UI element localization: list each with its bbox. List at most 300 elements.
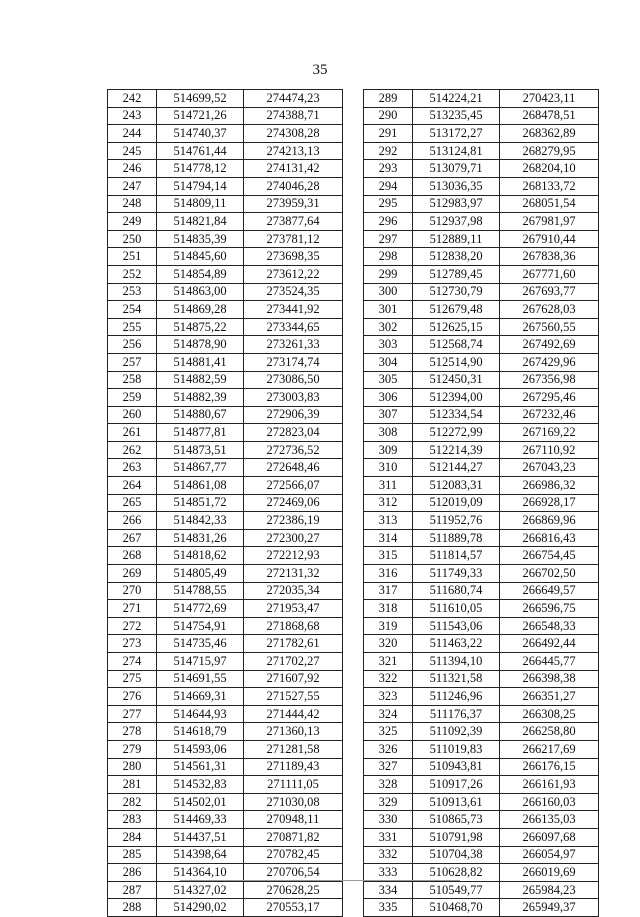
table-row — [364, 828, 599, 846]
point-number-cell: 312 — [364, 494, 413, 512]
table-row — [108, 213, 343, 231]
y-coordinate-cell: 272035,34 — [244, 582, 343, 600]
x-coordinate-cell: 513235,45 — [413, 107, 500, 125]
x-coordinate-cell: 514821,84 — [157, 213, 244, 231]
x-coordinate-cell: 512083,31 — [413, 477, 500, 495]
y-coordinate-cell: 271607,92 — [244, 670, 343, 688]
table-row — [108, 195, 343, 213]
y-coordinate-cell: 267169,22 — [500, 424, 599, 442]
y-coordinate-cell: 268478,51 — [500, 107, 599, 125]
y-coordinate-cell: 267981,97 — [500, 213, 599, 231]
point-number-cell: 298 — [364, 248, 413, 266]
x-coordinate-cell: 514761,44 — [157, 142, 244, 160]
point-number-cell: 316 — [364, 565, 413, 583]
y-coordinate-cell: 272212,93 — [244, 547, 343, 565]
table-row — [364, 195, 599, 213]
x-coordinate-cell: 512568,74 — [413, 336, 500, 354]
table-row — [364, 371, 599, 389]
y-coordinate-cell: 266986,32 — [500, 477, 599, 495]
table-row — [364, 424, 599, 442]
x-coordinate-cell: 514873,51 — [157, 441, 244, 459]
x-coordinate-cell: 514754,91 — [157, 617, 244, 635]
point-number-cell: 268 — [108, 547, 157, 565]
table-row — [108, 899, 343, 917]
table-row — [108, 793, 343, 811]
point-number-cell: 248 — [108, 195, 157, 213]
point-number-cell: 245 — [108, 142, 157, 160]
x-coordinate-cell: 510628,82 — [413, 864, 500, 882]
table-row — [364, 177, 599, 195]
table-row — [108, 107, 343, 125]
y-coordinate-cell: 271782,61 — [244, 635, 343, 653]
table-row — [364, 899, 599, 917]
point-number-cell: 262 — [108, 441, 157, 459]
point-number-cell: 251 — [108, 248, 157, 266]
x-coordinate-cell: 512730,79 — [413, 283, 500, 301]
x-coordinate-cell: 514882,39 — [157, 389, 244, 407]
y-coordinate-cell: 266135,03 — [500, 811, 599, 829]
table-row — [364, 459, 599, 477]
table-row — [108, 635, 343, 653]
table-row — [364, 265, 599, 283]
y-coordinate-cell: 270553,17 — [244, 899, 343, 917]
x-coordinate-cell: 514593,06 — [157, 740, 244, 758]
y-coordinate-cell: 273959,31 — [244, 195, 343, 213]
x-coordinate-cell: 514224,21 — [413, 90, 500, 108]
table-row — [108, 529, 343, 547]
y-coordinate-cell: 272469,06 — [244, 494, 343, 512]
table-row — [108, 283, 343, 301]
point-number-cell: 250 — [108, 230, 157, 248]
point-number-cell: 272 — [108, 617, 157, 635]
point-number-cell: 335 — [364, 899, 413, 917]
point-number-cell: 323 — [364, 688, 413, 706]
x-coordinate-cell: 510943,81 — [413, 758, 500, 776]
table-row — [108, 688, 343, 706]
point-number-cell: 261 — [108, 424, 157, 442]
point-number-cell: 334 — [364, 881, 413, 899]
y-coordinate-cell: 274213,13 — [244, 142, 343, 160]
y-coordinate-cell: 267628,03 — [500, 301, 599, 319]
table-row — [364, 846, 599, 864]
y-coordinate-cell: 271702,27 — [244, 653, 343, 671]
table-row — [364, 582, 599, 600]
table-row — [108, 600, 343, 618]
point-number-cell: 276 — [108, 688, 157, 706]
point-number-cell: 267 — [108, 529, 157, 547]
y-coordinate-cell: 267771,60 — [500, 265, 599, 283]
point-number-cell: 317 — [364, 582, 413, 600]
x-coordinate-cell: 514845,60 — [157, 248, 244, 266]
table-body-left — [108, 90, 343, 917]
point-number-cell: 309 — [364, 441, 413, 459]
table-row — [108, 177, 343, 195]
table-row — [108, 670, 343, 688]
point-number-cell: 274 — [108, 653, 157, 671]
x-coordinate-cell: 511019,83 — [413, 740, 500, 758]
y-coordinate-cell: 271360,13 — [244, 723, 343, 741]
y-coordinate-cell: 265984,23 — [500, 881, 599, 899]
x-coordinate-cell: 510791,98 — [413, 828, 500, 846]
y-coordinate-cell: 267910,44 — [500, 230, 599, 248]
table-row — [108, 776, 343, 794]
y-coordinate-cell: 274388,71 — [244, 107, 343, 125]
point-number-cell: 281 — [108, 776, 157, 794]
x-coordinate-cell: 511889,78 — [413, 529, 500, 547]
x-coordinate-cell: 512019,09 — [413, 494, 500, 512]
table-row — [364, 90, 599, 108]
point-number-cell: 300 — [364, 283, 413, 301]
x-coordinate-cell: 512450,31 — [413, 371, 500, 389]
y-coordinate-cell: 272386,19 — [244, 512, 343, 530]
x-coordinate-cell: 511610,05 — [413, 600, 500, 618]
y-coordinate-cell: 273003,83 — [244, 389, 343, 407]
x-coordinate-cell: 512272,99 — [413, 424, 500, 442]
point-number-cell: 266 — [108, 512, 157, 530]
y-coordinate-cell: 266928,17 — [500, 494, 599, 512]
footer-divider — [180, 880, 460, 881]
y-coordinate-cell: 266019,69 — [500, 864, 599, 882]
point-number-cell: 307 — [364, 406, 413, 424]
point-number-cell: 292 — [364, 142, 413, 160]
y-coordinate-cell: 273612,22 — [244, 265, 343, 283]
x-coordinate-cell: 514290,02 — [157, 899, 244, 917]
x-coordinate-cell: 514805,49 — [157, 565, 244, 583]
y-coordinate-cell: 271111,05 — [244, 776, 343, 794]
y-coordinate-cell: 273174,74 — [244, 353, 343, 371]
table-row — [364, 230, 599, 248]
x-coordinate-cell: 514818,62 — [157, 547, 244, 565]
point-number-cell: 287 — [108, 881, 157, 899]
point-number-cell: 311 — [364, 477, 413, 495]
x-coordinate-cell: 512394,00 — [413, 389, 500, 407]
x-coordinate-cell: 514809,11 — [157, 195, 244, 213]
x-coordinate-cell: 514699,52 — [157, 90, 244, 108]
point-number-cell: 329 — [364, 793, 413, 811]
table-row — [364, 213, 599, 231]
y-coordinate-cell: 270423,11 — [500, 90, 599, 108]
table-row — [364, 441, 599, 459]
y-coordinate-cell: 266258,80 — [500, 723, 599, 741]
point-number-cell: 289 — [364, 90, 413, 108]
y-coordinate-cell: 267838,36 — [500, 248, 599, 266]
point-number-cell: 258 — [108, 371, 157, 389]
x-coordinate-cell: 512214,39 — [413, 441, 500, 459]
table-row — [108, 512, 343, 530]
y-coordinate-cell: 272300,27 — [244, 529, 343, 547]
point-number-cell: 295 — [364, 195, 413, 213]
point-number-cell: 278 — [108, 723, 157, 741]
x-coordinate-cell: 514877,81 — [157, 424, 244, 442]
y-coordinate-cell: 274046,28 — [244, 177, 343, 195]
x-coordinate-cell: 514502,01 — [157, 793, 244, 811]
x-coordinate-cell: 514364,10 — [157, 864, 244, 882]
point-number-cell: 314 — [364, 529, 413, 547]
x-coordinate-cell: 512937,98 — [413, 213, 500, 231]
point-number-cell: 293 — [364, 160, 413, 178]
table-row — [108, 353, 343, 371]
y-coordinate-cell: 274474,23 — [244, 90, 343, 108]
point-number-cell: 279 — [108, 740, 157, 758]
point-number-cell: 319 — [364, 617, 413, 635]
x-coordinate-cell: 511394,10 — [413, 653, 500, 671]
x-coordinate-cell: 512789,45 — [413, 265, 500, 283]
x-coordinate-cell: 514869,28 — [157, 301, 244, 319]
x-coordinate-cell: 514715,97 — [157, 653, 244, 671]
point-number-cell: 322 — [364, 670, 413, 688]
table-row — [364, 142, 599, 160]
table-row — [108, 547, 343, 565]
x-coordinate-cell: 511543,06 — [413, 617, 500, 635]
point-number-cell: 286 — [108, 864, 157, 882]
x-coordinate-cell: 514842,33 — [157, 512, 244, 530]
table-row — [364, 336, 599, 354]
x-coordinate-cell: 514618,79 — [157, 723, 244, 741]
table-row — [108, 371, 343, 389]
x-coordinate-cell: 510549,77 — [413, 881, 500, 899]
table-row — [364, 811, 599, 829]
table-row — [364, 776, 599, 794]
y-coordinate-cell: 273877,64 — [244, 213, 343, 231]
table-row — [108, 881, 343, 899]
table-row — [364, 705, 599, 723]
x-coordinate-cell: 514835,39 — [157, 230, 244, 248]
point-number-cell: 324 — [364, 705, 413, 723]
y-coordinate-cell: 271953,47 — [244, 600, 343, 618]
x-coordinate-cell: 514772,69 — [157, 600, 244, 618]
point-number-cell: 331 — [364, 828, 413, 846]
x-coordinate-cell: 514831,26 — [157, 529, 244, 547]
y-coordinate-cell: 273698,35 — [244, 248, 343, 266]
table-row — [364, 283, 599, 301]
point-number-cell: 255 — [108, 318, 157, 336]
x-coordinate-cell: 514878,90 — [157, 336, 244, 354]
table-row — [108, 230, 343, 248]
point-number-cell: 321 — [364, 653, 413, 671]
x-coordinate-cell: 513172,27 — [413, 125, 500, 143]
x-coordinate-cell: 511246,96 — [413, 688, 500, 706]
point-number-cell: 294 — [364, 177, 413, 195]
table-row — [364, 635, 599, 653]
y-coordinate-cell: 272736,52 — [244, 441, 343, 459]
y-coordinate-cell: 266217,69 — [500, 740, 599, 758]
table-row — [364, 565, 599, 583]
x-coordinate-cell: 514863,00 — [157, 283, 244, 301]
x-coordinate-cell: 514398,64 — [157, 846, 244, 864]
x-coordinate-cell: 514867,77 — [157, 459, 244, 477]
y-coordinate-cell: 267492,69 — [500, 336, 599, 354]
table-row — [108, 248, 343, 266]
x-coordinate-cell: 512514,90 — [413, 353, 500, 371]
x-coordinate-cell: 514561,31 — [157, 758, 244, 776]
table-row — [108, 265, 343, 283]
y-coordinate-cell: 266398,38 — [500, 670, 599, 688]
table-row — [108, 653, 343, 671]
y-coordinate-cell: 273086,50 — [244, 371, 343, 389]
point-number-cell: 284 — [108, 828, 157, 846]
coordinates-table-right — [363, 89, 599, 917]
table-row — [108, 424, 343, 442]
point-number-cell: 285 — [108, 846, 157, 864]
point-number-cell: 264 — [108, 477, 157, 495]
x-coordinate-cell: 513124,81 — [413, 142, 500, 160]
x-coordinate-cell: 514532,83 — [157, 776, 244, 794]
y-coordinate-cell: 266702,50 — [500, 565, 599, 583]
table-row — [108, 477, 343, 495]
table-row — [364, 758, 599, 776]
x-coordinate-cell: 510913,61 — [413, 793, 500, 811]
table-row — [108, 160, 343, 178]
y-coordinate-cell: 270628,25 — [244, 881, 343, 899]
y-coordinate-cell: 266054,97 — [500, 846, 599, 864]
table-row — [108, 565, 343, 583]
y-coordinate-cell: 267693,77 — [500, 283, 599, 301]
table-row — [364, 125, 599, 143]
x-coordinate-cell: 514880,67 — [157, 406, 244, 424]
point-number-cell: 310 — [364, 459, 413, 477]
x-coordinate-cell: 511952,76 — [413, 512, 500, 530]
table-row — [364, 353, 599, 371]
table-row — [364, 494, 599, 512]
x-coordinate-cell: 511680,74 — [413, 582, 500, 600]
table-row — [108, 864, 343, 882]
x-coordinate-cell: 513036,35 — [413, 177, 500, 195]
x-coordinate-cell: 514875,22 — [157, 318, 244, 336]
table-row — [364, 881, 599, 899]
table-row — [364, 318, 599, 336]
y-coordinate-cell: 268279,95 — [500, 142, 599, 160]
x-coordinate-cell: 512838,20 — [413, 248, 500, 266]
y-coordinate-cell: 267295,46 — [500, 389, 599, 407]
point-number-cell: 265 — [108, 494, 157, 512]
x-coordinate-cell: 514854,89 — [157, 265, 244, 283]
y-coordinate-cell: 272648,46 — [244, 459, 343, 477]
point-number-cell: 308 — [364, 424, 413, 442]
page-number: 35 — [312, 62, 328, 78]
x-coordinate-cell: 512144,27 — [413, 459, 500, 477]
x-coordinate-cell: 511749,33 — [413, 565, 500, 583]
y-coordinate-cell: 271030,08 — [244, 793, 343, 811]
x-coordinate-cell: 510865,73 — [413, 811, 500, 829]
table-row — [108, 318, 343, 336]
y-coordinate-cell: 266160,03 — [500, 793, 599, 811]
point-number-cell: 275 — [108, 670, 157, 688]
x-coordinate-cell: 514469,33 — [157, 811, 244, 829]
y-coordinate-cell: 266492,44 — [500, 635, 599, 653]
point-number-cell: 290 — [364, 107, 413, 125]
x-coordinate-cell: 514794,14 — [157, 177, 244, 195]
x-coordinate-cell: 514735,46 — [157, 635, 244, 653]
y-coordinate-cell: 266649,57 — [500, 582, 599, 600]
y-coordinate-cell: 268204,10 — [500, 160, 599, 178]
x-coordinate-cell: 511463,22 — [413, 635, 500, 653]
table-row — [364, 512, 599, 530]
table-row — [108, 336, 343, 354]
table-row — [364, 160, 599, 178]
y-coordinate-cell: 267429,96 — [500, 353, 599, 371]
point-number-cell: 273 — [108, 635, 157, 653]
y-coordinate-cell: 268362,89 — [500, 125, 599, 143]
y-coordinate-cell: 272131,32 — [244, 565, 343, 583]
x-coordinate-cell: 511176,37 — [413, 705, 500, 723]
point-number-cell: 315 — [364, 547, 413, 565]
point-number-cell: 271 — [108, 600, 157, 618]
y-coordinate-cell: 267110,92 — [500, 441, 599, 459]
y-coordinate-cell: 266097,68 — [500, 828, 599, 846]
point-number-cell: 288 — [108, 899, 157, 917]
table-row — [364, 529, 599, 547]
point-number-cell: 304 — [364, 353, 413, 371]
point-number-cell: 318 — [364, 600, 413, 618]
x-coordinate-cell: 510468,70 — [413, 899, 500, 917]
table-row — [364, 477, 599, 495]
table-row — [108, 705, 343, 723]
table-row — [364, 688, 599, 706]
point-number-cell: 259 — [108, 389, 157, 407]
table-row — [108, 389, 343, 407]
y-coordinate-cell: 266351,27 — [500, 688, 599, 706]
point-number-cell: 299 — [364, 265, 413, 283]
point-number-cell: 277 — [108, 705, 157, 723]
table-row — [364, 600, 599, 618]
point-number-cell: 257 — [108, 353, 157, 371]
point-number-cell: 283 — [108, 811, 157, 829]
y-coordinate-cell: 274131,42 — [244, 160, 343, 178]
table-row — [108, 142, 343, 160]
y-coordinate-cell: 274308,28 — [244, 125, 343, 143]
table-row — [108, 617, 343, 635]
y-coordinate-cell: 265949,37 — [500, 899, 599, 917]
point-number-cell: 328 — [364, 776, 413, 794]
point-number-cell: 296 — [364, 213, 413, 231]
table-row — [364, 864, 599, 882]
point-number-cell: 263 — [108, 459, 157, 477]
y-coordinate-cell: 273261,33 — [244, 336, 343, 354]
x-coordinate-cell: 512889,11 — [413, 230, 500, 248]
table-row — [108, 758, 343, 776]
y-coordinate-cell: 266445,77 — [500, 653, 599, 671]
y-coordinate-cell: 267356,98 — [500, 371, 599, 389]
point-number-cell: 320 — [364, 635, 413, 653]
table-row — [108, 406, 343, 424]
y-coordinate-cell: 266754,45 — [500, 547, 599, 565]
y-coordinate-cell: 270948,11 — [244, 811, 343, 829]
table-row — [364, 723, 599, 741]
point-number-cell: 330 — [364, 811, 413, 829]
y-coordinate-cell: 271527,55 — [244, 688, 343, 706]
y-coordinate-cell: 273524,35 — [244, 283, 343, 301]
point-number-cell: 301 — [364, 301, 413, 319]
y-coordinate-cell: 266548,33 — [500, 617, 599, 635]
table-row — [108, 301, 343, 319]
point-number-cell: 243 — [108, 107, 157, 125]
point-number-cell: 303 — [364, 336, 413, 354]
point-number-cell: 297 — [364, 230, 413, 248]
table-row — [364, 670, 599, 688]
y-coordinate-cell: 266161,93 — [500, 776, 599, 794]
point-number-cell: 282 — [108, 793, 157, 811]
x-coordinate-cell: 511321,58 — [413, 670, 500, 688]
x-coordinate-cell: 514881,41 — [157, 353, 244, 371]
x-coordinate-cell: 510917,26 — [413, 776, 500, 794]
x-coordinate-cell: 514778,12 — [157, 160, 244, 178]
x-coordinate-cell: 512625,15 — [413, 318, 500, 336]
table-row — [364, 547, 599, 565]
y-coordinate-cell: 267232,46 — [500, 406, 599, 424]
table-row — [108, 582, 343, 600]
x-coordinate-cell: 513079,71 — [413, 160, 500, 178]
point-number-cell: 247 — [108, 177, 157, 195]
